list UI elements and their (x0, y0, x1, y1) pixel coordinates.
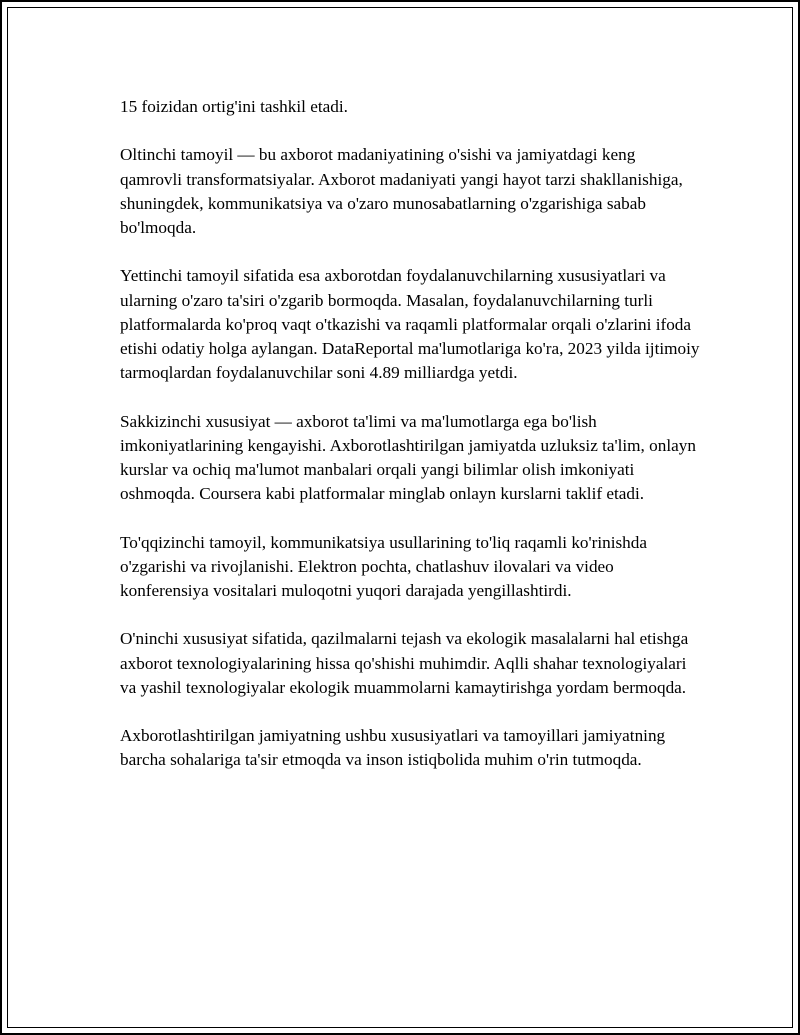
paragraph-3: Yettinchi tamoyil sifatida esa axborotdan foydalanuvchilarning xususiyatlari va ularning o'zaro ta'siri o'zgarib bormoqda. Masalan, foydalanuvchilarning turli platformalarda ko'proq vaqt o'tkazishi va raqamli platformalar orqali o'zlarini ifoda etishi odatiy holga aylangan. DataReportal ma'lumotlariga ko'ra, 2023 yilda ijtimoiy tarmoqlardan foydalanuvchilar soni 4.89 milliardga yetdi. (120, 266, 700, 383)
paragraph-2: Oltinchi tamoyil — bu axborot madaniyatining o'sishi va jamiyatdagi keng qamrovli transformatsiyalar. Axborot madaniyati yangi hayot tarzi shakllanishiga, shuningdek, kommunikatsiya va o'zaro munosabatlarning o'zgarishiga sabab bo'lmoqda. (120, 145, 683, 237)
paragraph-5: To'qqizinchi tamoyil, kommunikatsiya usullarining to'liq raqamli ko'rinishda o'zgarishi va rivojlanishi. Elektron pochta, chatlashuv ilovalari va video konferensiya vositalari muloqotni yuqori darajada yengillashtirdi. (120, 532, 647, 600)
document-body (120, 95, 700, 797)
paragraph-7: Axborotlashtirilgan jamiyatning ushbu xususiyatlari va tamoyillari jamiyatning barcha sohalariga ta'sir etmoqda va inson istiqbolida muhim o'rin tutmoqda. (120, 726, 666, 770)
paragraph-4: Sakkizinchi xususiyat — axborot ta'limi va ma'lumotlarga ega bo'lish imkoniyatlarining kengayishi. Axborotlashtirilgan jamiyatda uzluksiz ta'lim, onlayn kurslar va ochiq ma'lumot manbalari orqali yangi bilimlar olish imkoniyati oshmoqda. Coursera kabi platformalar minglab onlayn kurslarni taklif etadi. (120, 411, 696, 504)
paragraph-6: O'ninchi xususiyat sifatida, qazilmalarni tejash va ekologik masalalarni hal etishga axborot texnologiyalarining hissa qo'shishi muhimdir. Aqlli shahar texnologiyalari va yashil texnologiyalar ekologik muammolarni kamaytirishga yordam bermoqda. (120, 629, 689, 697)
paragraph-1: 15 foizidan ortig'ini tashkil etadi. (120, 97, 348, 116)
